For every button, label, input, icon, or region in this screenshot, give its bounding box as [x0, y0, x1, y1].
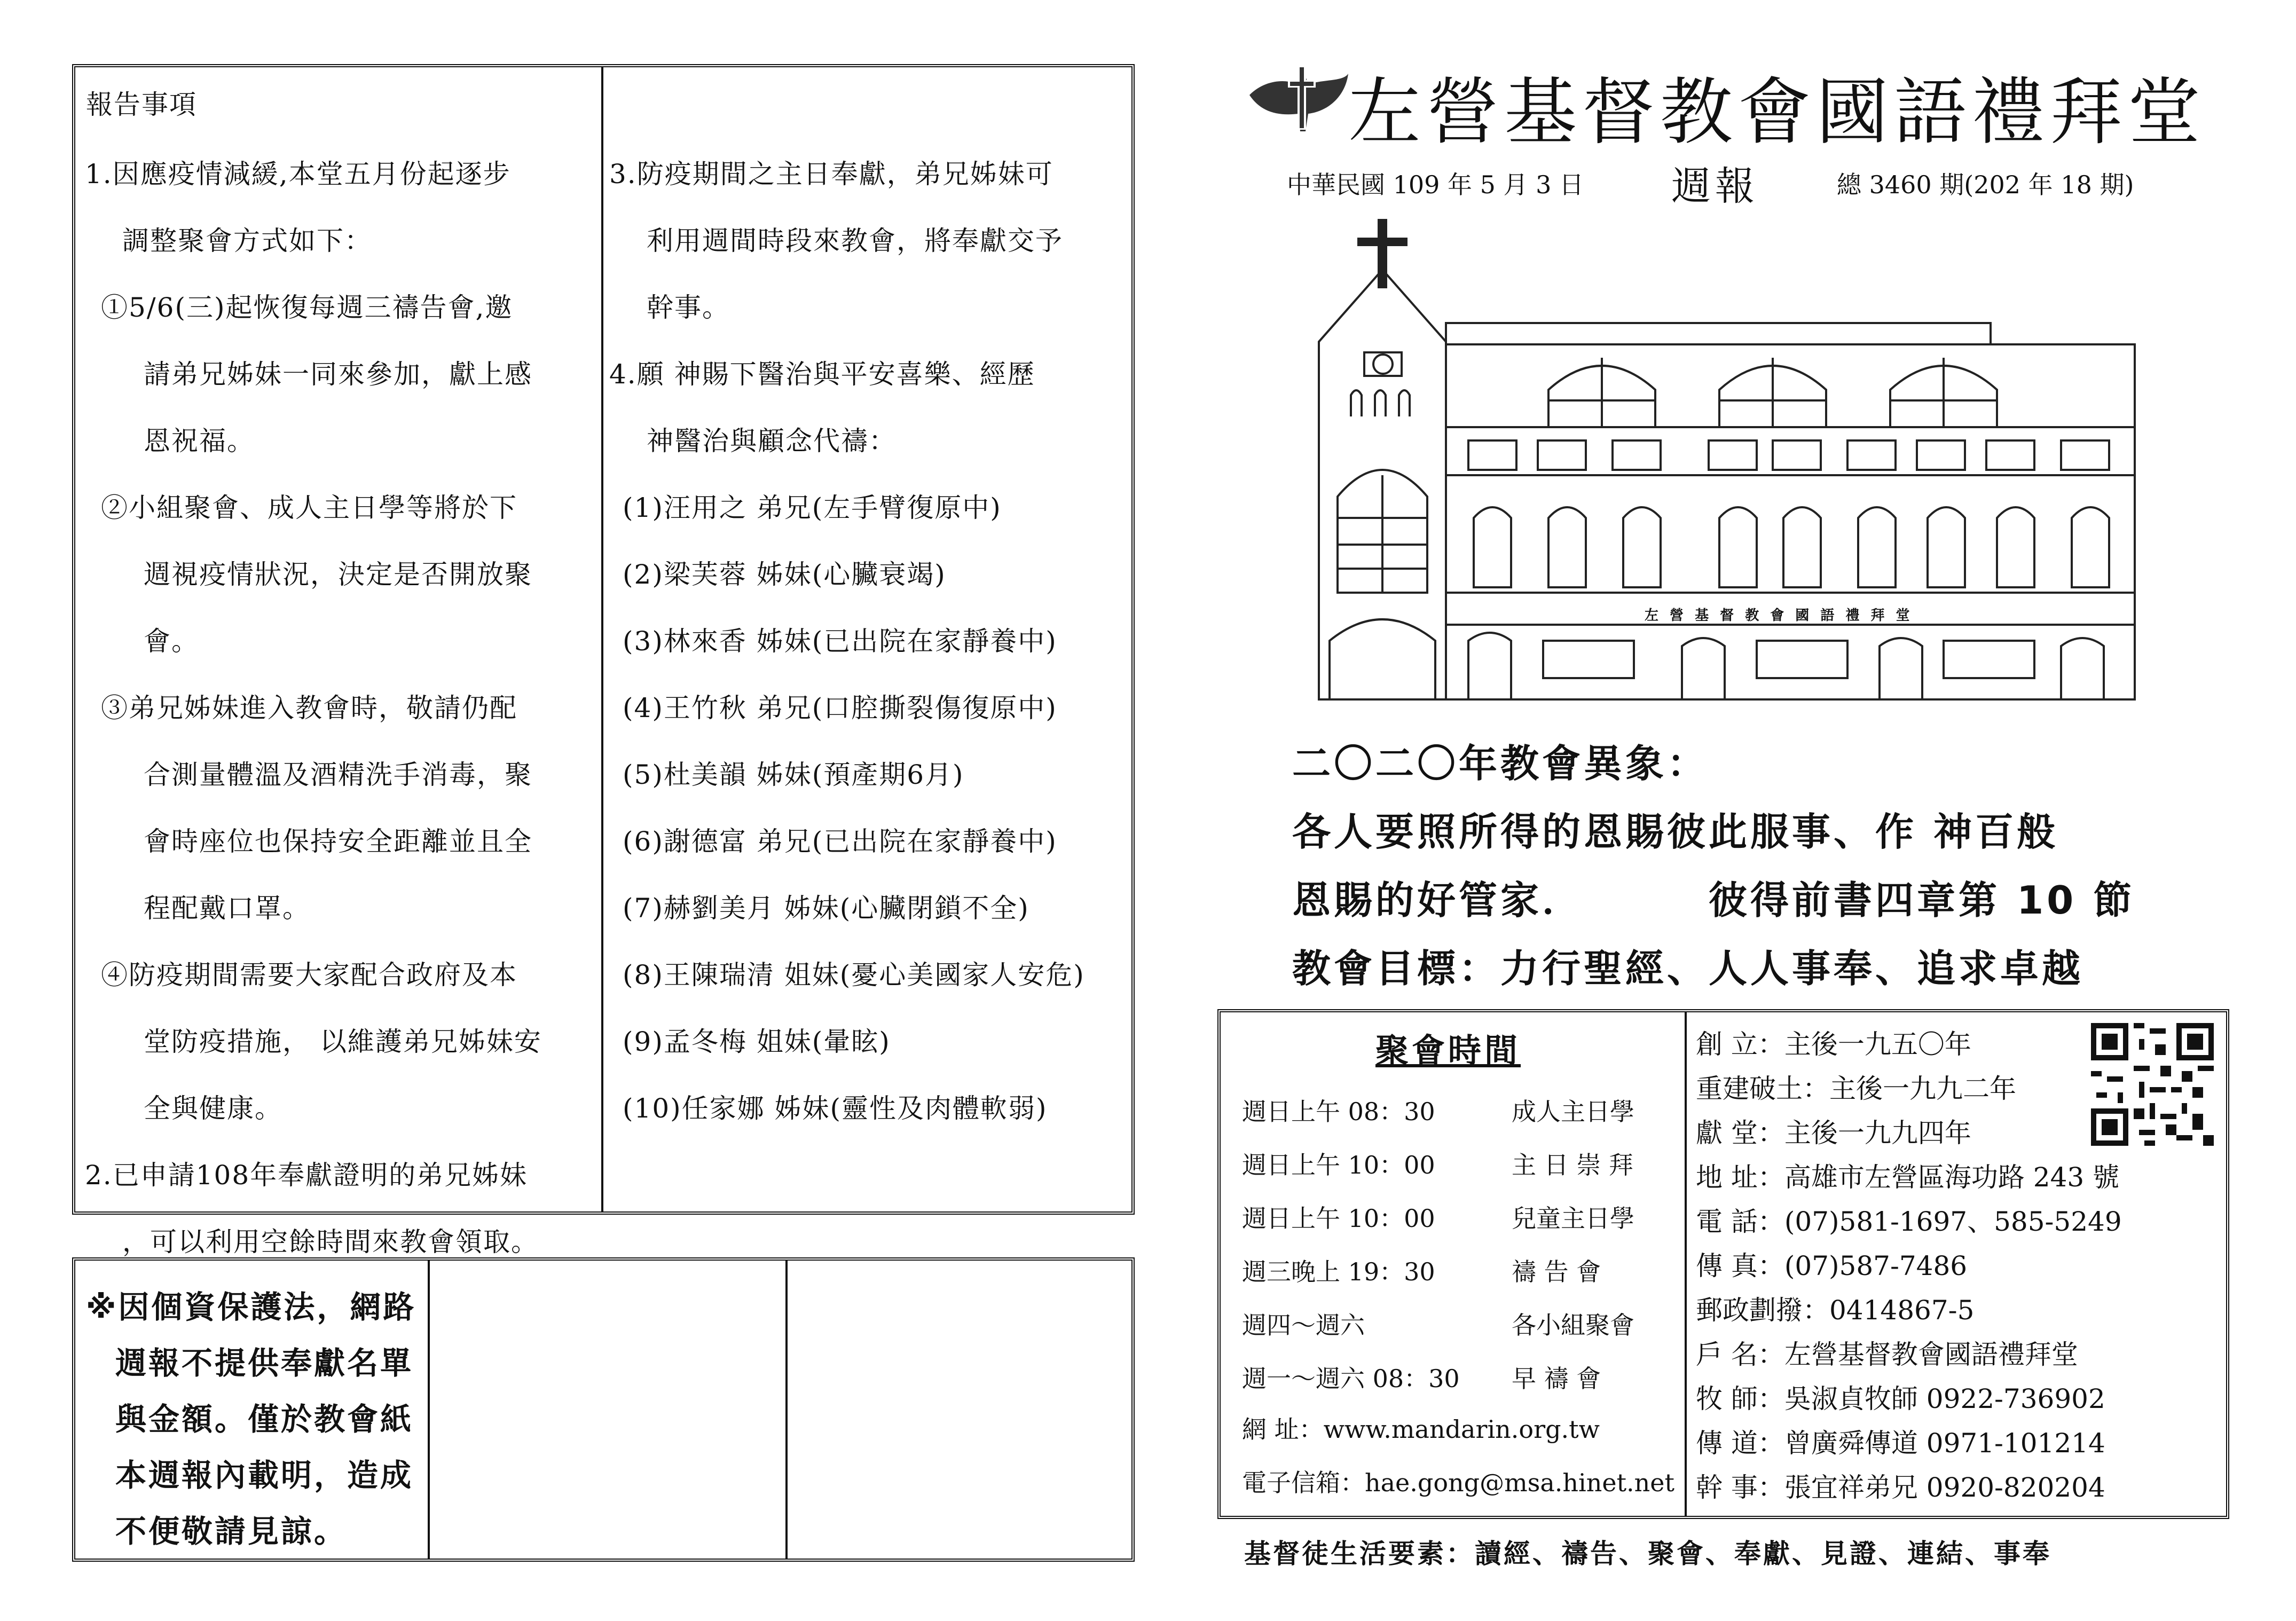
church-logo — [1239, 63, 1351, 132]
bulletin-date: 中華民國 109 年 5 月 3 日 — [1287, 170, 1584, 199]
announcement-right-line: (8)王陳瑞清 姐妹(憂心美國家人安危) — [623, 959, 1085, 990]
notice-box — [72, 1257, 1135, 1562]
announcement-left-line: 會時座位也保持安全距離並且全 — [144, 826, 532, 857]
announcement-right-line: (9)孟冬梅 姐妹(暈眩) — [623, 1026, 891, 1057]
announcement-left-line: 合測量體溫及酒精洗手消毒，聚 — [144, 759, 532, 790]
announcement-right-line: (1)汪用之 弟兄(左手臂復原中) — [623, 492, 1002, 523]
announcement-right-line: 3.防疫期間之主日奉獻，弟兄姊妹可 — [609, 159, 1053, 190]
announcements-divider — [601, 67, 603, 1211]
announcement-left-line: 2.已申請108年奉獻證明的弟兄姊妹 — [85, 1160, 528, 1191]
service-time: 週日上午 10：00 — [1242, 1151, 1435, 1179]
service-name: 成人主日學 — [1512, 1097, 1634, 1126]
website: 網 址：www.mandarin.org.tw — [1242, 1415, 1600, 1444]
footer-christian-essentials: 基督徒生活要素：讀經、禱告、聚會、奉獻、見證、連結、事奉 — [1244, 1538, 2051, 1569]
announcement-right-line: (2)梁芙蓉 姊妹(心臟衰竭) — [623, 559, 946, 590]
service-time: 週日上午 10：00 — [1242, 1204, 1435, 1233]
announcement-right-line: (6)謝德富 弟兄(已出院在家靜養中) — [623, 826, 1057, 857]
dove-cross-icon — [1239, 63, 1351, 132]
services-info-box — [1217, 1009, 2229, 1519]
service-name: 主 日 崇 拜 — [1512, 1151, 1633, 1179]
announcement-left-line: 週視疫情狀況，決定是否開放聚 — [144, 559, 532, 590]
church-info-line: 傳 真：(07)587-7486 — [1696, 1250, 1968, 1281]
church-info-line: 重建破土：主後一九九二年 — [1696, 1073, 2016, 1104]
church-building-svg — [1314, 219, 2146, 710]
services-title: 聚會時間 — [1375, 1031, 1521, 1070]
notice-line: 本週報內載明，造成 — [115, 1457, 414, 1493]
church-name: 左營基督教會國語禮拜堂 — [1348, 70, 2206, 155]
notice-line: 與金額。僅於教會紙 — [115, 1401, 414, 1437]
service-name: 兒童主日學 — [1512, 1204, 1634, 1233]
announcement-left-line: ②小組聚會、成人主日學等將於下 — [101, 492, 517, 523]
announcement-left-line: ①5/6(三)起恢復每週三禱告會,邀 — [101, 292, 513, 323]
announcement-left-line: 會。 — [144, 626, 199, 657]
services-info-divider — [1685, 1012, 1687, 1516]
notice-line: 不便敬請見諒。 — [115, 1513, 348, 1549]
church-info-line: 地 址：高雄市左營區海功路 243 號 — [1696, 1162, 2120, 1193]
bulletin-label: 週報 — [1671, 163, 1759, 209]
service-time: 週四～週六 — [1242, 1311, 1365, 1340]
service-time: 週日上午 08：30 — [1242, 1097, 1435, 1126]
announcement-left-line: 恩祝福。 — [144, 426, 255, 457]
church-info-line: 戶 名：左營基督教會國語禮拜堂 — [1696, 1339, 2078, 1370]
church-info-line: 創 立：主後一九五〇年 — [1696, 1029, 1971, 1060]
church-info-line: 幹 事：張宜祥弟兄 0920-820204 — [1696, 1472, 2105, 1503]
vision-heading: 二〇二〇年教會異象： — [1292, 741, 1709, 786]
announcement-left-line: 調整聚會方式如下： — [122, 225, 372, 256]
announcements-heading: 報告事項 — [86, 89, 197, 120]
announcement-left-line: 程配戴口罩。 — [144, 893, 310, 924]
church-goal: 教會目標：力行聖經、人人事奉、追求卓越 — [1292, 946, 2084, 991]
vision-line2a: 恩賜的好管家． — [1292, 878, 1584, 923]
vision-line2b: 彼得前書四章第 10 節 — [1709, 878, 2135, 923]
notice-divider-2 — [785, 1261, 788, 1559]
church-info-line: 電 話：(07)581-1697、585-5249 — [1696, 1206, 2122, 1237]
church-info-line: 傳 道：曾廣舜傳道 0971-101214 — [1696, 1428, 2105, 1459]
announcement-left-line: ④防疫期間需要大家配合政府及本 — [101, 959, 517, 990]
announcement-right-line: 神醫治與顧念代禱： — [647, 426, 897, 457]
notice-line: 週報不提供奉獻名單 — [115, 1345, 414, 1381]
qr-code-icon — [2091, 1023, 2214, 1146]
bulletin-issue: 總 3460 期(202 年 18 期) — [1837, 170, 2134, 199]
church-info-line: 獻 堂：主後一九九四年 — [1696, 1118, 1971, 1148]
announcement-right-line: (3)林來香 姊妹(已出院在家靜養中) — [623, 626, 1057, 657]
announcement-left-line: 請弟兄姊妹一同來參加，獻上感 — [144, 359, 532, 390]
announcement-right-line: 4.願 神賜下醫治與平安喜樂、經歷 — [609, 359, 1035, 390]
church-info-line: 牧 師：吳淑貞牧師 0922-736902 — [1696, 1383, 2105, 1414]
building-sign: 左 營 基 督 教 會 國 語 禮 拜 堂 — [1645, 608, 1913, 624]
announcement-right-line: (5)杜美韻 姊妹(預產期6月) — [623, 759, 964, 790]
announcement-right-line: (4)王竹秋 弟兄(口腔撕裂傷復原中) — [623, 693, 1057, 723]
announcement-right-line: 幹事。 — [647, 292, 730, 323]
service-name: 各小組聚會 — [1512, 1311, 1634, 1340]
church-building-illustration — [1314, 219, 2146, 710]
announcement-left-line: 1.因應疫情減緩,本堂五月份起逐步 — [85, 159, 511, 190]
qr-code — [2091, 1023, 2214, 1146]
announcement-right-line: (10)任家娜 姊妹(靈性及肉體軟弱) — [623, 1093, 1048, 1124]
service-time: 週三晚上 19：30 — [1242, 1257, 1435, 1286]
announcement-left-line: ③弟兄姊妹進入教會時，敬請仍配 — [101, 693, 517, 723]
notice-divider-1 — [428, 1261, 430, 1559]
notice-line: ※因個資保護法，網路 — [86, 1289, 416, 1325]
announcement-right-line: (7)赫劉美月 姊妹(心臟閉鎖不全) — [623, 893, 1029, 924]
email: 電子信箱：hae.gong@msa.hinet.net — [1242, 1468, 1675, 1497]
announcements-box — [72, 64, 1135, 1257]
announcement-left-line: 堂防疫措施， 以維護弟兄姊妹安 — [144, 1026, 542, 1057]
service-name: 早 禱 會 — [1512, 1364, 1601, 1393]
vision-line1: 各人要照所得的恩賜彼此服事、作 神百般 — [1292, 809, 2059, 854]
announcement-left-line: ，可以利用空餘時間來教會領取。 — [122, 1226, 539, 1257]
service-name: 禱 告 會 — [1512, 1257, 1601, 1286]
announcement-left-line: 全與健康。 — [144, 1093, 282, 1124]
church-info-line: 郵政劃撥：0414867-5 — [1696, 1295, 1975, 1326]
service-time: 週一～週六 08：30 — [1242, 1364, 1460, 1393]
announcement-right-line: 利用週間時段來教會，將奉獻交予 — [647, 225, 1063, 256]
